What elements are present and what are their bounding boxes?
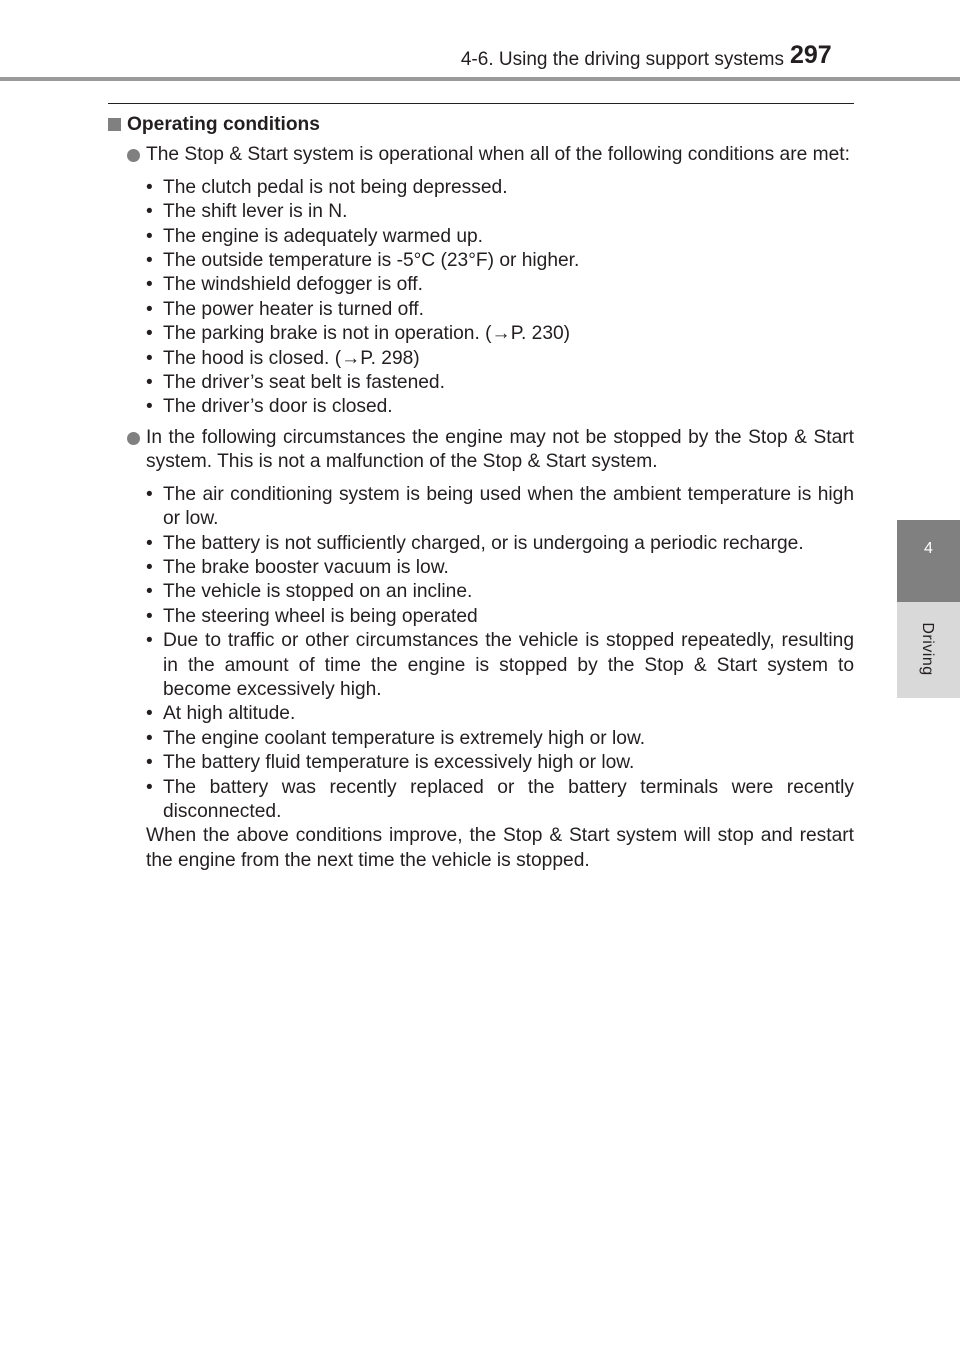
list-item: • The vehicle is stopped on an incline. [146,581,473,603]
list-item: • The windshield defogger is off. [146,274,423,296]
header-section-title: 4-6. Using the driving support systems [460,49,784,70]
header-bar [0,77,960,81]
list-item: • The engine coolant temperature is extremely high or low. [146,727,646,749]
section-heading [108,113,854,137]
list-item: • The engine is adequately warmed up. [146,225,483,247]
condition-list [108,176,854,420]
section-heading-text: Operating conditions [127,114,320,135]
page-number: 297 [790,41,832,69]
section-rule [108,103,854,104]
list-item: • The battery is not sufficiently charged, or is undergoing a periodic recharge. [146,532,804,554]
list-item: • The battery was recently replaced or the battery terminals were recently disconnected. [146,776,854,822]
list-item: • The hood is closed. (→P. 298) [146,347,420,369]
list-item: • The driver’s seat belt is fastened. [146,372,445,394]
circle-bullet-icon [127,432,140,445]
list-item: • The parking brake is not in operation. (→P. 230) [146,323,571,345]
list-item: • The outside temperature is -5°C (23°F) or higher. [146,250,580,272]
list-item: • Due to traffic or other circumstances the vehicle is stopped repeatedly, resulting in the amount of time the engine is stopped by the Stop & Start system to become excessively high. [146,630,854,700]
list-item: • The clutch pedal is not being depressed. [146,176,508,198]
list-item: • The shift lever is in N. [146,201,348,223]
list-item: • The power heater is turned off. [146,298,424,320]
list-item: • The driver’s door is closed. [146,396,393,418]
list-item: • The air conditioning system is being used when the ambient temperature is high or low. [146,483,854,530]
condition-block-intro: In the following circumstances the engine may not be stopped by the Stop & Start system. This is not a malfunction of the Stop & Start system. [146,426,854,473]
list-item: • At high altitude. [146,703,296,725]
page-content [108,113,854,873]
condition-block-intro: The Stop & Start system is operational when all of the following conditions are met: [146,144,850,166]
list-item: • The brake booster vacuum is low. [146,556,449,578]
conclusion-text: When the above conditions improve, the Stop & Start system will stop and restart the engine from the next time the vehicle is stopped. [146,825,854,871]
condition-list [108,483,854,825]
list-item: • The battery fluid temperature is excessively high or low. [146,752,635,774]
circle-bullet-icon [127,149,140,162]
chapter-tab [897,520,960,602]
list-item: • The steering wheel is being operated [146,605,478,627]
chapter-number: 4 [924,540,933,557]
condition-block [108,426,854,475]
square-bullet-icon [108,118,121,131]
condition-block [108,143,854,167]
chapter-label: Driving [919,622,936,676]
